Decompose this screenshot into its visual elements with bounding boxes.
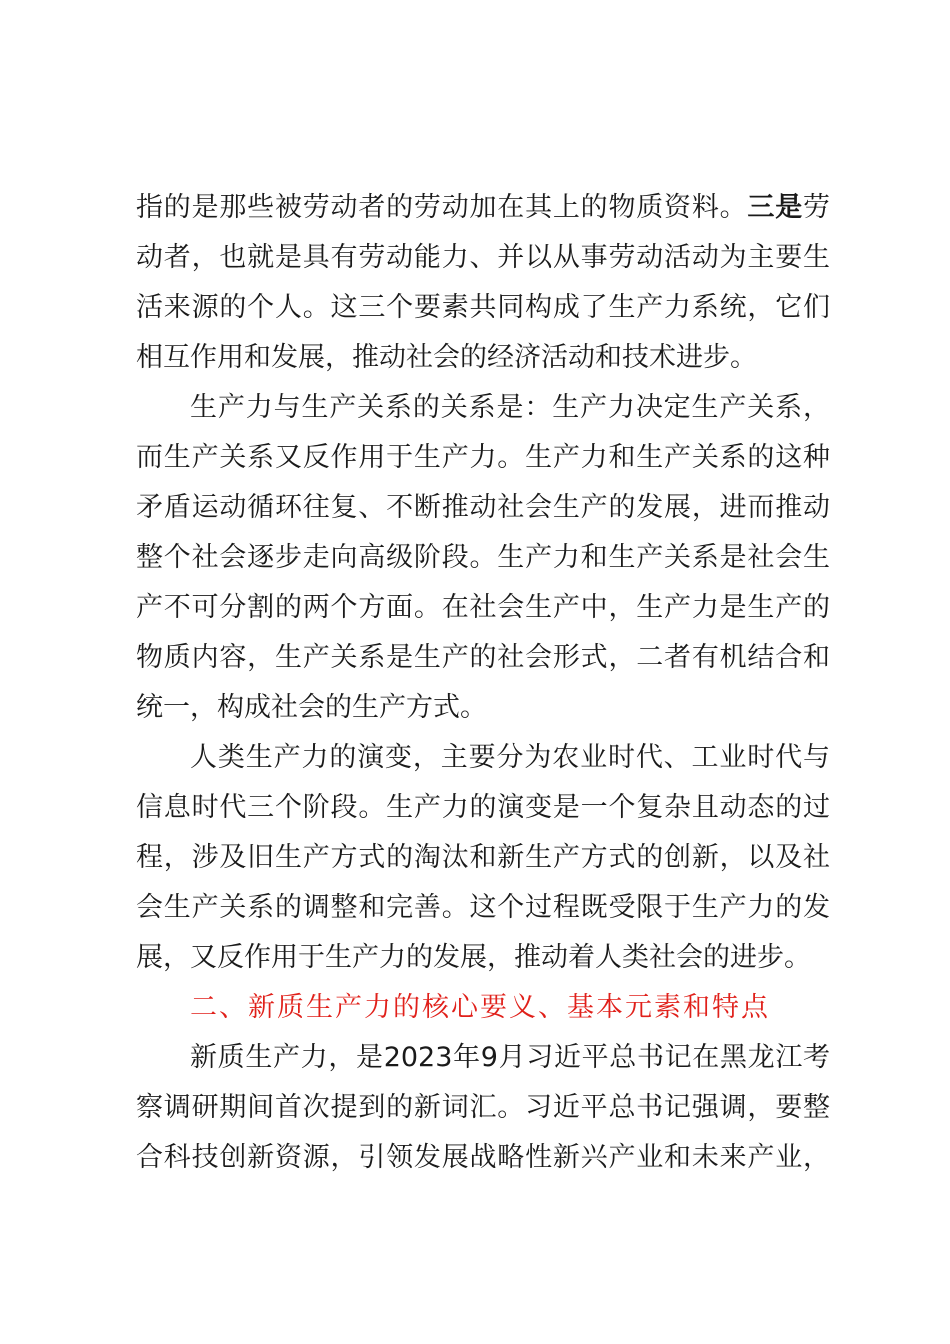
text-line: 统一，构成社会的生产方式。 xyxy=(136,692,487,723)
section-heading: 二、新质生产力的核心要义、基本元素和特点 xyxy=(190,992,770,1023)
text-run: 指的是那些被劳动者的劳动加在其上的物质资料。 xyxy=(136,192,748,223)
paragraph-3 xyxy=(136,733,830,983)
text-line: 物质内容，生产关系是生产的社会形式，二者有机结合和 xyxy=(136,642,830,673)
paragraph-4 xyxy=(136,1033,830,1183)
text-line: 产不可分割的两个方面。在社会生产中，生产力是生产的 xyxy=(136,592,830,623)
text-run: 劳 xyxy=(803,192,830,223)
text-line: 整个社会逐步走向高级阶段。生产力和生产关系是社会生 xyxy=(136,542,830,573)
text-line: 相互作用和发展，推动社会的经济活动和技术进步。 xyxy=(136,342,757,373)
text-line: 人类生产力的演变，主要分为农业时代、工业时代与 xyxy=(190,742,830,773)
text-line: 动者，也就是具有劳动能力、并以从事劳动活动为主要生 xyxy=(136,242,830,273)
paragraph-2 xyxy=(136,383,830,733)
text-line: 生产力与生产关系的关系是：生产力决定生产关系， xyxy=(190,392,830,423)
text-line: 矛盾运动循环往复、不断推动社会生产的发展，进而推动 xyxy=(136,492,830,523)
text-line: 信息时代三个阶段。生产力的演变是一个复杂且动态的过 xyxy=(136,792,830,823)
text-line: 会生产关系的调整和完善。这个过程既受限于生产力的发 xyxy=(136,892,830,923)
bold-run: 三是 xyxy=(747,192,804,223)
paragraph-1 xyxy=(136,183,830,383)
text-line: 活来源的个人。这三个要素共同构成了生产力系统，它们 xyxy=(136,292,830,323)
text-line: 程，涉及旧生产方式的淘汰和新生产方式的创新，以及社 xyxy=(136,842,830,873)
text-line: 展，又反作用于生产力的发展，推动着人类社会的进步。 xyxy=(136,942,811,973)
text-line: 新质生产力，是2023年9月习近平总书记在黑龙江考 xyxy=(190,1042,830,1073)
document-body xyxy=(136,183,830,1183)
text-line: 合科技创新资源，引领发展战略性新兴产业和未来产业， xyxy=(136,1142,830,1173)
text-line xyxy=(136,183,830,233)
text-line: 而生产关系又反作用于生产力。生产力和生产关系的这种 xyxy=(136,442,830,473)
text-line: 察调研期间首次提到的新词汇。习近平总书记强调，要整 xyxy=(136,1092,830,1123)
